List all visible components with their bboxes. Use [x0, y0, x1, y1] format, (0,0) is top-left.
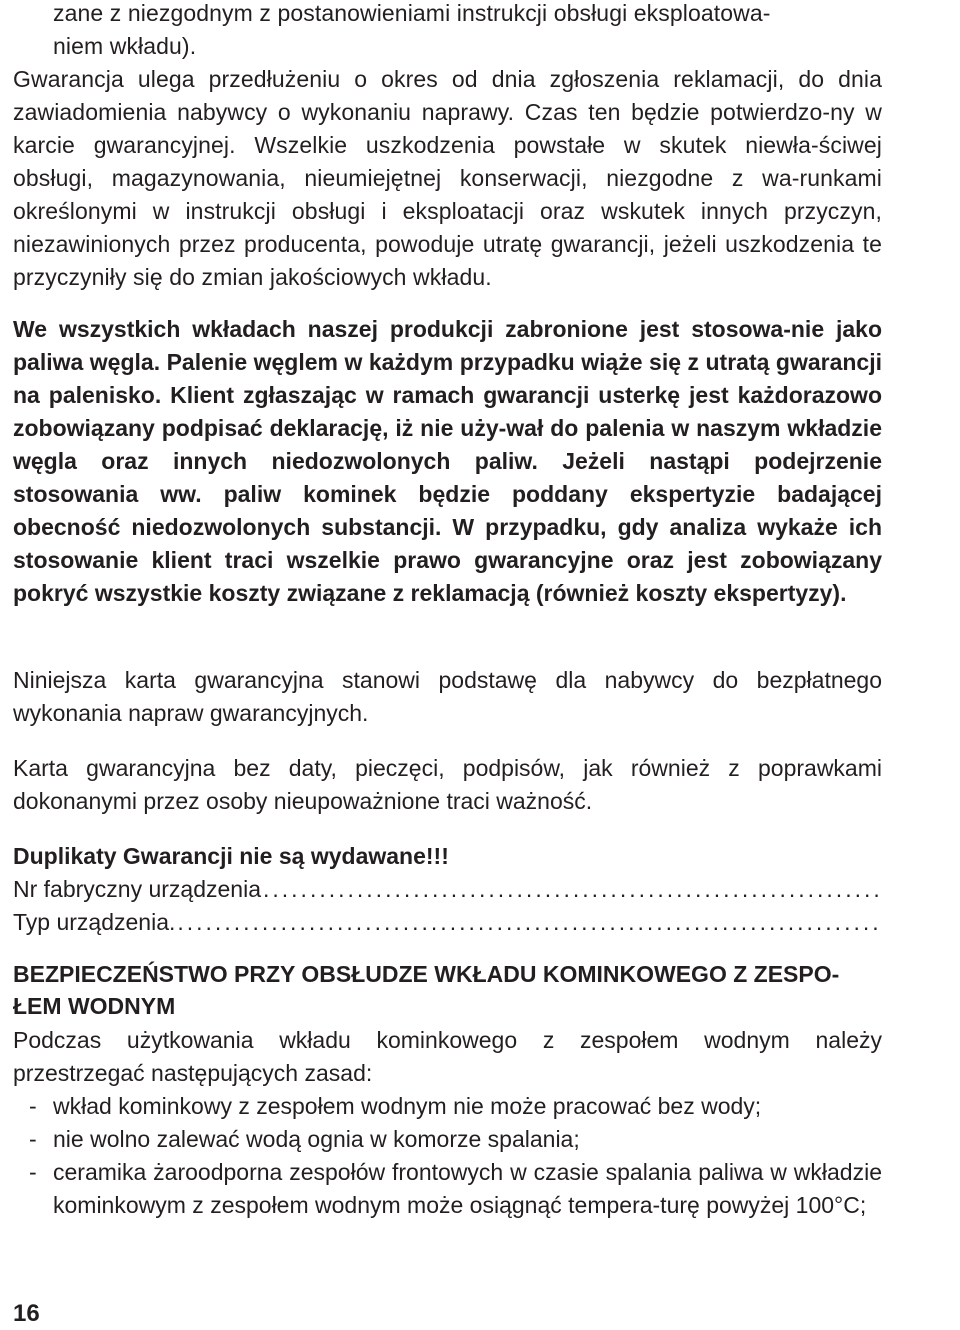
- dash-bullet: -: [29, 1093, 37, 1119]
- warranty-validity-paragraph: Karta gwarancyjna bez daty, pieczęci, podpisów, jak również z poprawkami dokonanymi przez osoby nieupoważnione traci ważność.: [13, 755, 882, 814]
- list-item: - ceramika żaroodporna zespołów frontowych w czasie spalania paliwa w wkładzie kominkowym z zespołem wodnym może osiągnąć tempera-turę powyżej 100°C;: [13, 1156, 882, 1222]
- device-type-label: Typ urządzenia.: [13, 909, 176, 935]
- coal-prohibition-paragraph: We wszystkich wkładach naszej produkcji zabronione jest stosowa-nie jako paliwa węgla. Palenie węglem w każdym przypadku wiąże się z utratą gwarancji na palenisko. Klient zgłaszając w ramach gwarancji usterkę jest każdorazowo zobowiązany podpisać deklarację, iż nie uży-wał do palenia w naszym wkładzie węgla oraz innych niedozwolonych paliw. Jeżeli nastąpi podejrzenie stosowania ww. paliw kominek będzie poddany ekspertyzie badającej obecność niedozwolonych substancji. W przypadku, gdy analiza wykaże ich stosowanie klient traci wszelkie prawo gwarancyjne oraz jest zobowiązany pokryć wszystkie koszty związane z reklamacją (również koszty ekspertyzy).: [13, 316, 882, 606]
- safety-section: [13, 958, 882, 1222]
- warranty-paragraph-1: [13, 0, 882, 294]
- serial-number-line: [13, 873, 882, 906]
- serial-number-fill-line: [263, 873, 882, 906]
- safety-heading: BEZPIECZEŃSTWO PRZY OBSŁUDZE WKŁADU KOMINKOWEGO Z ZESPO-ŁEM WODNYM: [13, 961, 840, 1019]
- page-number: 16: [13, 1300, 40, 1327]
- list-item: - nie wolno zalewać wodą ognia w komorze spalania;: [13, 1123, 882, 1156]
- duplicates-notice: Duplikaty Gwarancji nie są wydawane!!!: [13, 843, 449, 869]
- warranty-card-basis-paragraph: Niniejsza karta gwarancyjna stanowi podstawę dla nabywcy do bezpłatnego wykonania napraw gwarancyjnych.: [13, 667, 882, 726]
- device-type-line: [13, 906, 882, 939]
- device-type-fill-line: [177, 906, 882, 939]
- safety-intro: Podczas użytkowania wkładu kominkowego z zespołem wodnym należy przestrzegać następujących zasad:: [13, 1027, 882, 1086]
- safety-rules-list: [13, 1090, 882, 1222]
- paragraph-continuation-line-1: zane z niezgodnym z postanowieniami instrukcji obsługi eksploatowa-: [53, 0, 771, 26]
- serial-number-label: Nr fabryczny urządzenia: [13, 876, 261, 902]
- dash-bullet: -: [29, 1159, 37, 1185]
- list-item: - wkład kominkowy z zespołem wodnym nie może pracować bez wody;: [13, 1090, 882, 1123]
- warranty-extension-text: Gwarancja ulega przedłużeniu o okres od dnia zgłoszenia reklamacji, do dnia zawiadomienia nabywcy o wykonaniu naprawy. Czas ten będzie potwierdzo-ny w karcie gwarancyjnej. Wszelkie uszkodzenia powstałe w skutek niewła-ściwej obsługi, magazynowania, nieumiejętnej konserwacji, niezgodne z wa-runkami określonymi w instrukcji obsługi i eksploatacji oraz wskutek innych przyczyn, niezawinionych przez producenta, powoduje utratę gwarancji, jeżeli uszkodzenia te przyczyniły się do zmian jakościowych wkładu.: [13, 66, 882, 290]
- device-info-block: [13, 840, 882, 939]
- paragraph-continuation-line-2: niem wkładu).: [53, 33, 197, 59]
- dash-bullet: -: [29, 1126, 37, 1152]
